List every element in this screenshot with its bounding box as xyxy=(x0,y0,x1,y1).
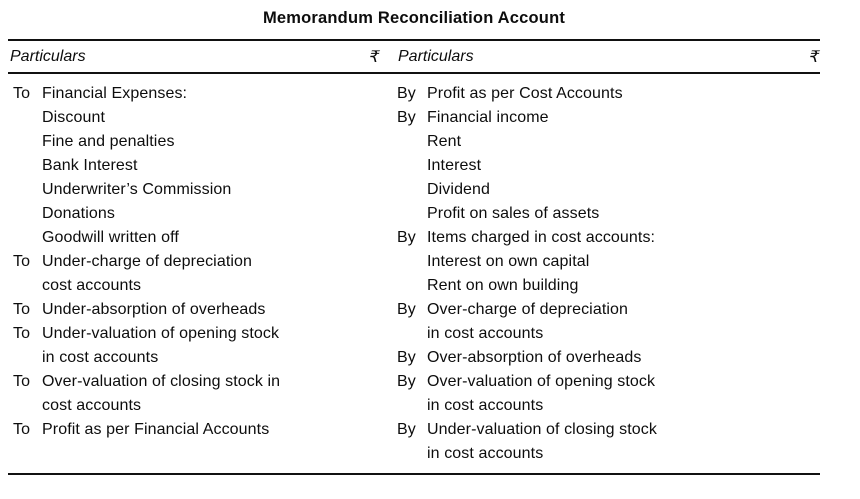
debit-row xyxy=(13,394,385,418)
debit-row xyxy=(13,370,385,394)
row-text: Rent xyxy=(427,133,462,150)
row-text: Profit as per Cost Accounts xyxy=(427,85,623,102)
header-bottom-rule xyxy=(8,72,820,74)
debit-row xyxy=(13,346,385,370)
row-text: Under-valuation of closing stock xyxy=(427,421,657,438)
debit-row xyxy=(13,418,385,442)
debit-particulars-header: Particulars xyxy=(10,47,86,65)
row-prefix: By xyxy=(397,109,416,126)
row-text: Profit as per Financial Accounts xyxy=(42,421,270,438)
row-text: in cost accounts xyxy=(42,349,159,366)
credit-row xyxy=(397,418,818,442)
row-text: Items charged in cost accounts: xyxy=(427,229,656,246)
row-text: cost accounts xyxy=(42,397,142,414)
row-prefix: By xyxy=(397,349,416,366)
row-text: Under-absorption of overheads xyxy=(42,301,266,318)
row-text: Over-absorption of overheads xyxy=(427,349,642,366)
row-prefix: By xyxy=(397,85,416,102)
credit-row xyxy=(397,274,818,298)
credit-column xyxy=(397,82,818,466)
debit-row xyxy=(13,298,385,322)
debit-row xyxy=(13,226,385,250)
credit-row xyxy=(397,298,818,322)
credit-row xyxy=(397,178,818,202)
row-text: Fine and penalties xyxy=(42,133,175,150)
row-text: Discount xyxy=(42,109,106,126)
row-text: Under-charge of depreciation xyxy=(42,253,253,270)
credit-row xyxy=(397,394,818,418)
debit-row xyxy=(13,106,385,130)
row-text: Over-valuation of closing stock in xyxy=(42,373,281,390)
credit-row xyxy=(397,82,818,106)
row-text: Financial Expenses: xyxy=(42,85,188,102)
row-text: Donations xyxy=(42,205,115,222)
row-prefix: By xyxy=(397,421,416,438)
row-text: Rent on own building xyxy=(427,277,579,294)
reconciliation-table xyxy=(8,0,820,499)
credit-row xyxy=(397,130,818,154)
row-text: Profit on sales of assets xyxy=(427,205,600,222)
debit-row xyxy=(13,82,385,106)
table-bottom-rule xyxy=(8,473,820,475)
row-text: Under-valuation of opening stock xyxy=(42,325,280,342)
credit-particulars-header: Particulars xyxy=(398,47,474,65)
credit-row xyxy=(397,370,818,394)
row-text: Over-charge of depreciation xyxy=(427,301,629,318)
debit-rupee-symbol: ₹ xyxy=(367,48,378,66)
debit-row xyxy=(13,178,385,202)
row-text: Bank Interest xyxy=(42,157,138,174)
row-prefix: To xyxy=(13,421,31,438)
debit-row xyxy=(13,274,385,298)
credit-row xyxy=(397,346,818,370)
table-header-row xyxy=(8,41,820,72)
row-prefix: To xyxy=(13,325,31,342)
row-prefix: By xyxy=(397,229,416,246)
credit-row xyxy=(397,106,818,130)
row-text: cost accounts xyxy=(42,277,142,294)
credit-row xyxy=(397,154,818,178)
credit-row xyxy=(397,442,818,466)
credit-row xyxy=(397,250,818,274)
debit-row xyxy=(13,250,385,274)
debit-row xyxy=(13,322,385,346)
row-prefix: To xyxy=(13,253,31,270)
row-prefix: By xyxy=(397,301,416,318)
row-text: Financial income xyxy=(427,109,549,126)
credit-row xyxy=(397,322,818,346)
row-text: Underwriter’s Commission xyxy=(42,181,232,198)
row-text: Over-valuation of opening stock xyxy=(427,373,656,390)
debit-row xyxy=(13,130,385,154)
row-prefix: To xyxy=(13,85,31,102)
row-prefix: By xyxy=(397,373,416,390)
row-text: in cost accounts xyxy=(427,397,544,414)
row-text: in cost accounts xyxy=(427,325,544,342)
row-prefix: To xyxy=(13,301,31,318)
credit-row xyxy=(397,202,818,226)
debit-row xyxy=(13,154,385,178)
row-text: Interest xyxy=(427,157,482,174)
row-prefix: To xyxy=(13,373,31,390)
debit-column xyxy=(13,82,385,442)
debit-row xyxy=(13,202,385,226)
row-text: Dividend xyxy=(427,181,491,198)
page-title: Memorandum Reconciliation Account xyxy=(262,9,566,27)
credit-rupee-symbol: ₹ xyxy=(807,48,818,66)
row-text: Goodwill written off xyxy=(42,229,179,246)
row-text: in cost accounts xyxy=(427,445,544,462)
credit-row xyxy=(397,226,818,250)
row-text: Interest on own capital xyxy=(427,253,590,270)
